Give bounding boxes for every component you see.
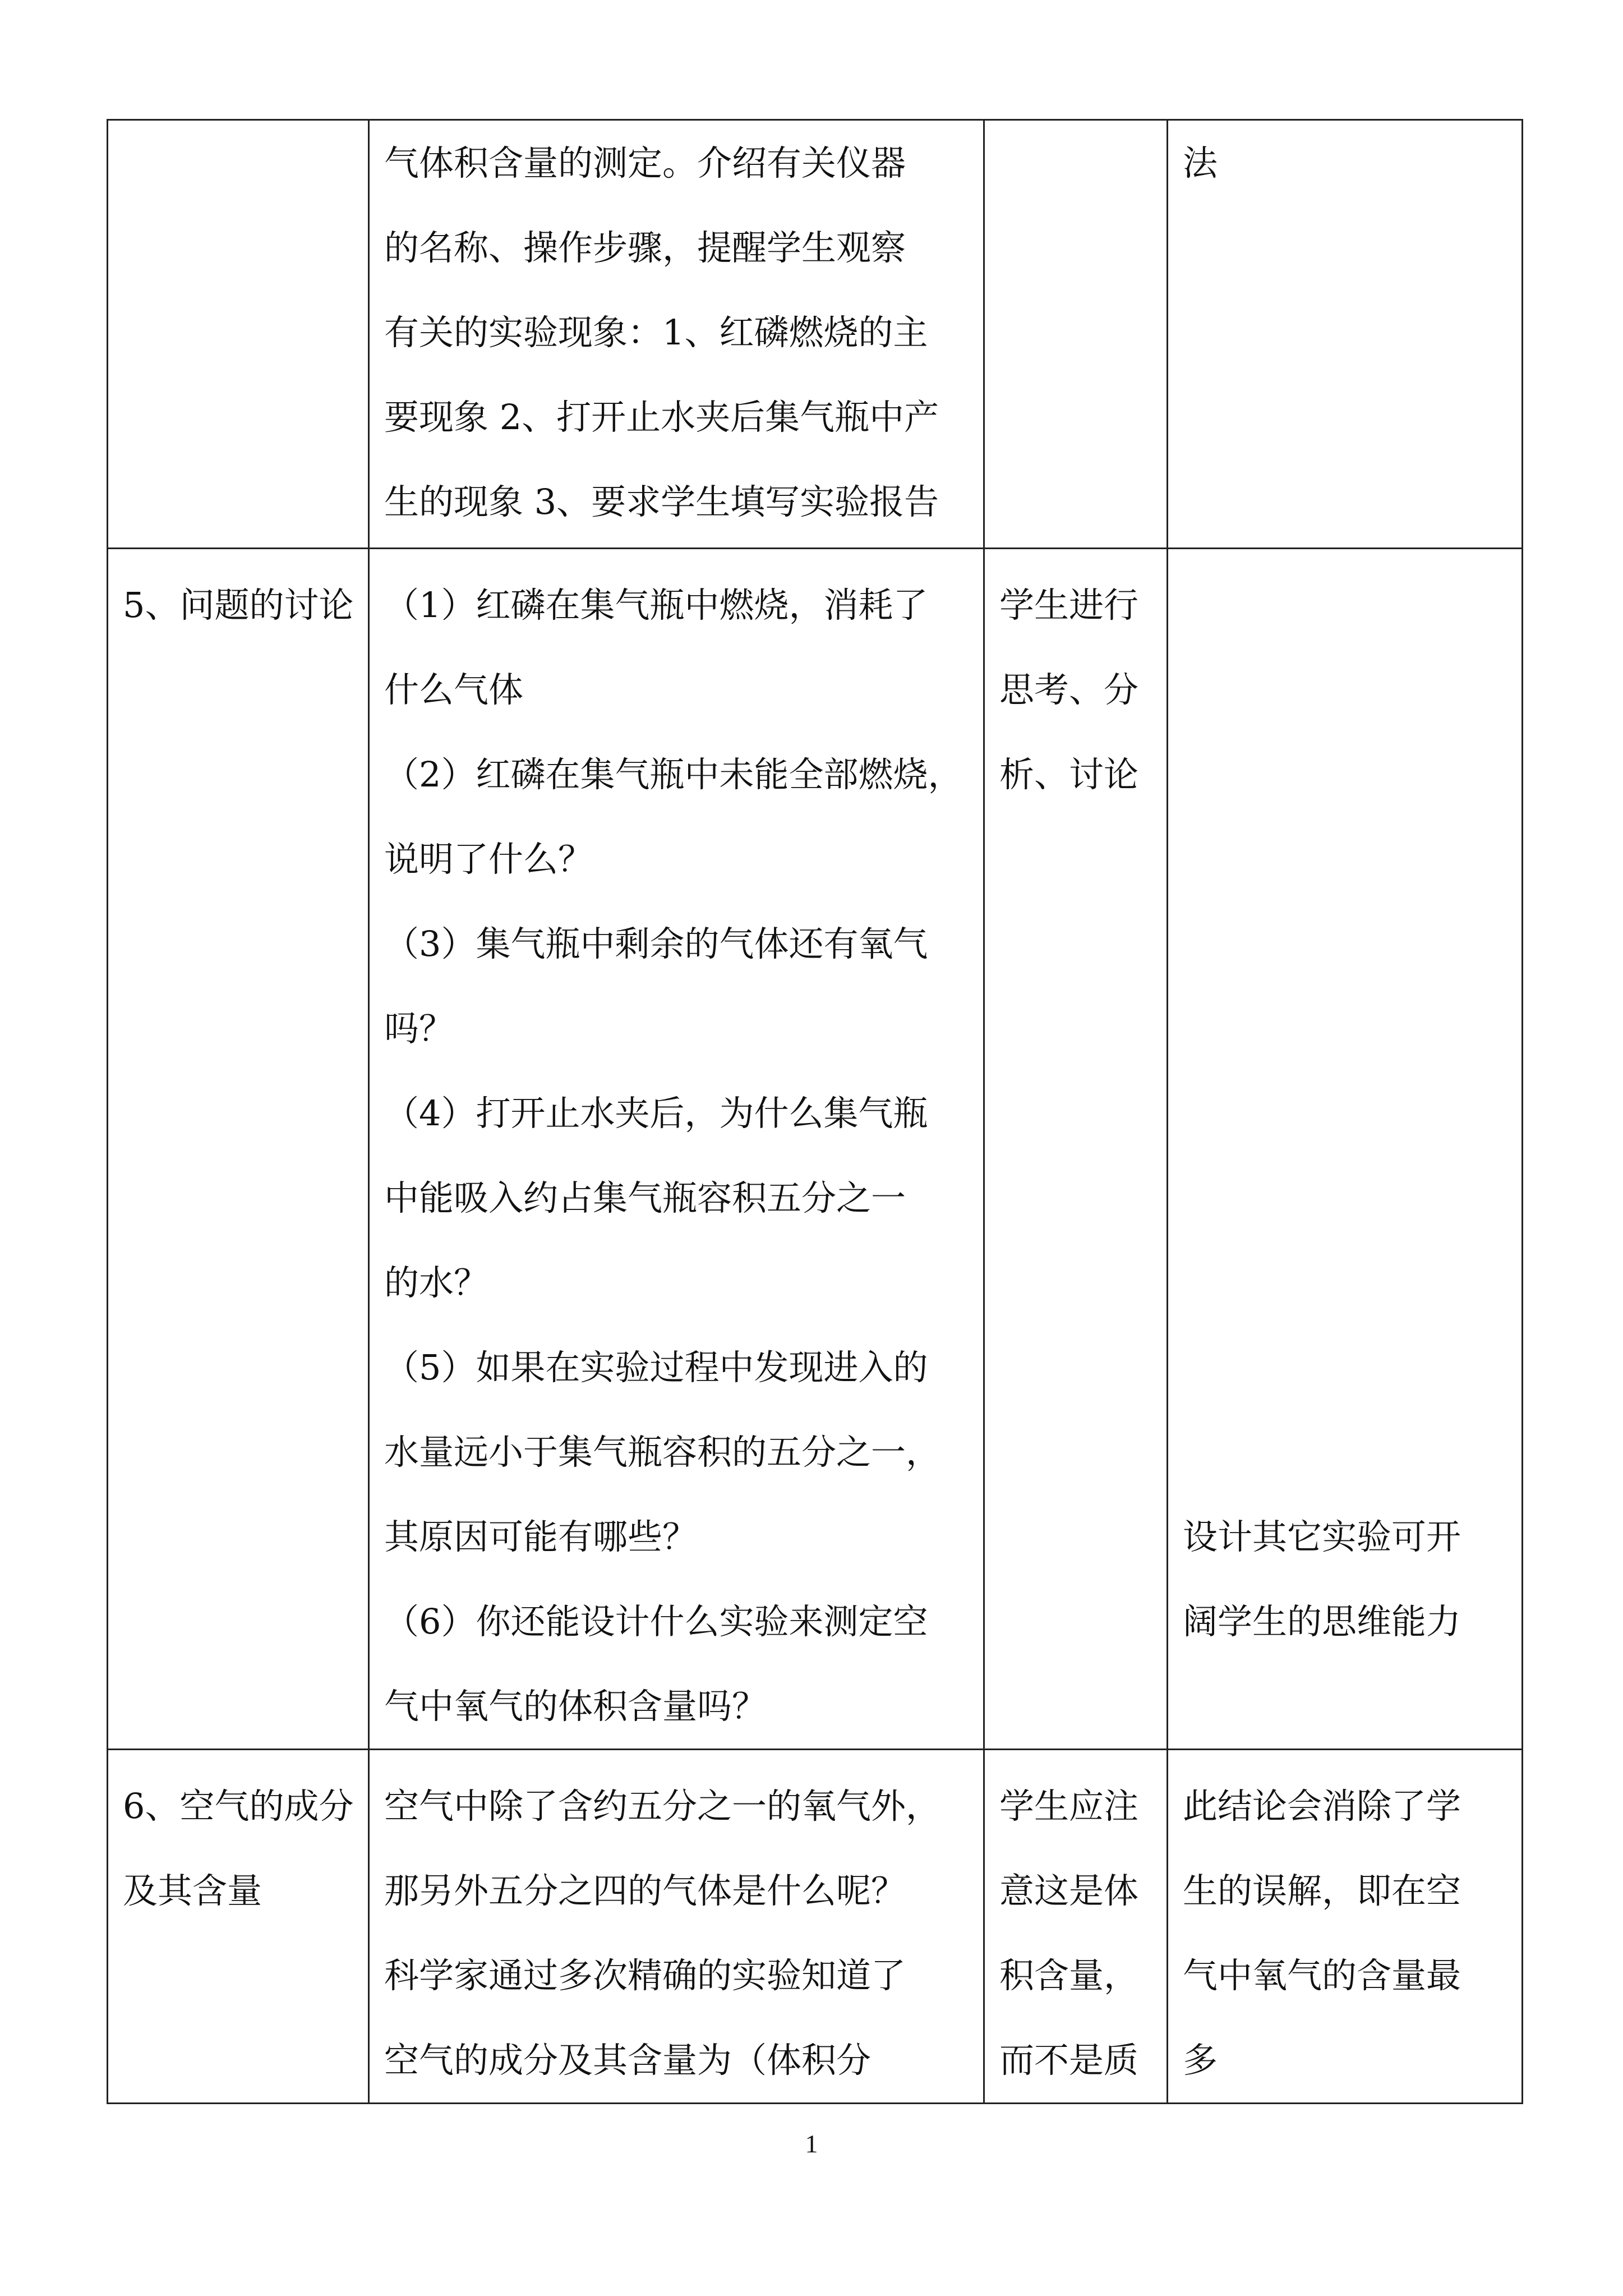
text-line: 设计其它实验可开 (1183, 1516, 1461, 1557)
text-line: 积含量， (999, 1955, 1139, 1996)
text-line: 气体积含量的测定。介绍有关仪器 (384, 142, 906, 183)
text-line: 析、讨论 (999, 754, 1139, 795)
text-line: 说明了什么？ (384, 839, 593, 880)
text-line: 什么气体 (384, 669, 524, 710)
text-line: 的水？ (384, 1262, 489, 1303)
design-intent-cell (1168, 549, 1523, 1750)
text-line: 阔学生的思维能力 (1183, 1601, 1461, 1642)
text-line: 水量远小于集气瓶容积的五分之一， (384, 1432, 941, 1473)
text-line: 思考、分 (999, 669, 1139, 710)
text-line: （6）你还能设计什么实验来测定空 (384, 1601, 928, 1642)
table-row (108, 1750, 1523, 2104)
table-row (108, 120, 1523, 549)
stage-title: 6、空气的成分 (123, 1786, 354, 1826)
text-line: （2）红磷在集气瓶中未能全部燃烧， (384, 754, 963, 795)
table-row (108, 549, 1523, 1750)
stage-cell (108, 549, 369, 1750)
text-line: 中能吸入约占集气瓶容积五分之一 (384, 1177, 906, 1218)
text-line: 有关的实验现象：1、红磷燃烧的主 (384, 312, 928, 353)
text-line: 其原因可能有哪些？ (384, 1516, 698, 1557)
text-line: 生的现象 3、要求学生填写实验报告 (384, 481, 939, 522)
student-activity-cell (984, 120, 1168, 549)
text-line: 气中氧气的体积含量吗？ (384, 1686, 767, 1727)
text-line: 空气的成分及其含量为（体积分 (384, 2040, 872, 2081)
text-line: 那另外五分之四的气体是什么呢？ (384, 1870, 906, 1911)
stage-cell (108, 1750, 369, 2104)
text-line: 气中氧气的含量最 (1183, 1955, 1461, 1996)
text-line: 吗？ (384, 1008, 454, 1049)
text-line: 意这是体 (999, 1870, 1139, 1911)
stage-title: 5、问题的讨论 (123, 585, 354, 625)
text-line: 要现象 2、打开止水夹后集气瓶中产 (384, 397, 939, 438)
text-line: 生的误解，即在空 (1183, 1870, 1461, 1911)
text-line: 科学家通过多次精确的实验知道了 (384, 1955, 906, 1996)
design-intent-cell (1168, 1750, 1523, 2104)
text-line: 而不是质 (999, 2040, 1139, 2081)
text-line: （4）打开止水夹后，为什么集气瓶 (384, 1093, 928, 1134)
text-line: 多 (1183, 2040, 1218, 2081)
teacher-activity-cell (369, 120, 984, 549)
student-activity-cell (984, 1750, 1168, 2104)
stage-cell (108, 120, 369, 549)
text-line: 法 (1183, 142, 1218, 183)
teacher-activity-cell (369, 549, 984, 1750)
design-intent-cell (1168, 120, 1523, 549)
student-activity-cell (984, 549, 1168, 1750)
text-line: （1）红磷在集气瓶中燃烧，消耗了 (384, 585, 928, 625)
lesson-plan-table (107, 119, 1523, 2104)
text-line: （5）如果在实验过程中发现进入的 (384, 1347, 928, 1388)
teacher-activity-cell (369, 1750, 984, 2104)
text-line: 学生进行 (999, 585, 1139, 625)
text-line: （3）集气瓶中剩余的气体还有氧气 (384, 923, 928, 964)
page-number: 1 (805, 2129, 818, 2158)
text-line: 空气中除了含约五分之一的氧气外， (384, 1786, 941, 1826)
text-line: 学生应注 (999, 1786, 1139, 1826)
text-line: 的名称、操作步骤，提醒学生观察 (384, 227, 906, 268)
stage-title: 及其含量 (123, 1870, 262, 1911)
text-line: 此结论会消除了学 (1183, 1786, 1461, 1826)
